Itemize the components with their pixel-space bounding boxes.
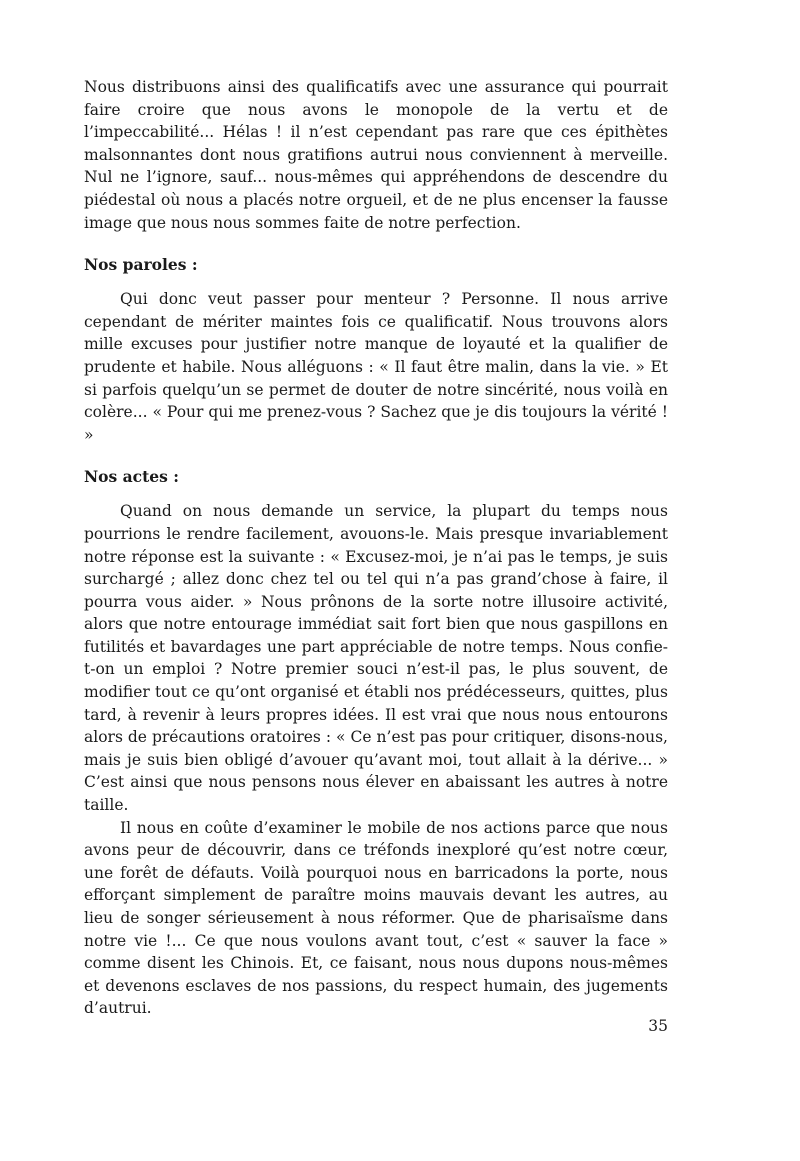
section-heading-actes: Nos actes : bbox=[84, 467, 179, 487]
section-heading-paroles: Nos paroles : bbox=[84, 255, 198, 275]
page-body bbox=[84, 76, 668, 1020]
actes-paragraph-1: Quand on nous demande un service, la plupart du temps nous pourrions le rendre facilement, avouons-le. Mais presque invariablement notre réponse est la suivante : « Excusez-moi, je n’ai pas le temps, je suis surchargé ; allez donc chez tel ou tel qui n’a pas grand’chose à faire, il pourra vous aider. » Nous prônons de la sorte notre illusoire activité, alors que notre entourage immédiat sait fort bien que nous gaspillons en futilités et bavardages une part appréciable de notre temps. Nous confie-t-on un emploi ? Notre premier souci n’est-il pas, le plus souvent, de modifier tout ce qu’ont organisé et établi nos prédécesseurs, quittes, plus tard, à revenir à leurs propres idées. Il est vrai que nous nous entourons alors de précautions oratoires : « Ce n’est pas pour critiquer, disons-nous, mais je suis bien obligé d’avouer qu’avant moi, tout allait à la dérive... » C’est ainsi que nous pensons nous élever en abaissant les autres à notre taille. bbox=[84, 502, 668, 815]
page-number: 35 bbox=[648, 1017, 668, 1035]
actes-paragraph-2: Il nous en coûte d’examiner le mobile de nos actions parce que nous avons peur de découvrir, dans ce tréfonds inexploré qu’est notre cœur, une forêt de défauts. Voilà pourquoi nous en barricadons la porte, nous efforçant simplement de paraître moins mauvais devant les autres, au lieu de songer sérieusement à nous réformer. Que de pharisaïsme dans notre vie !... Ce que nous voulons avant tout, c’est « sauver la face » comme disent les Chinois. Et, ce faisant, nous nous dupons nous-mêmes et devenons esclaves de nos passions, du respect humain, des jugements d’autrui. bbox=[84, 818, 668, 1018]
paroles-paragraph: Qui donc veut passer pour menteur ? Personne. Il nous arrive cependant de mériter maintes fois ce qualificatif. Nous trouvons alors mille excuses pour justifier notre manque de loyauté et la qualifier de prudente et habile. Nous alléguons : « Il faut être malin, dans la vie. » Et si parfois quelqu’un se permet de douter de notre sincérité, nous voilà en colère... « Pour qui me prenez-vous ? Sachez que je dis toujours la vérité ! » bbox=[84, 290, 668, 444]
intro-paragraph: Nous distribuons ainsi des qualificatifs avec une assurance qui pourrait faire croire que nous avons le monopole de la vertu et de l’impeccabilité... Hélas ! il n’est cependant pas rare que ces épithètes malsonnantes dont nous gratifions autrui nous conviennent à merveille. Nul ne l’ignore, sauf... nous-mêmes qui appréhendons de descendre du piédestal où nous a placés notre orgueil, et de ne plus encenser la fausse image que nous nous sommes faite de notre perfection. bbox=[84, 78, 668, 232]
